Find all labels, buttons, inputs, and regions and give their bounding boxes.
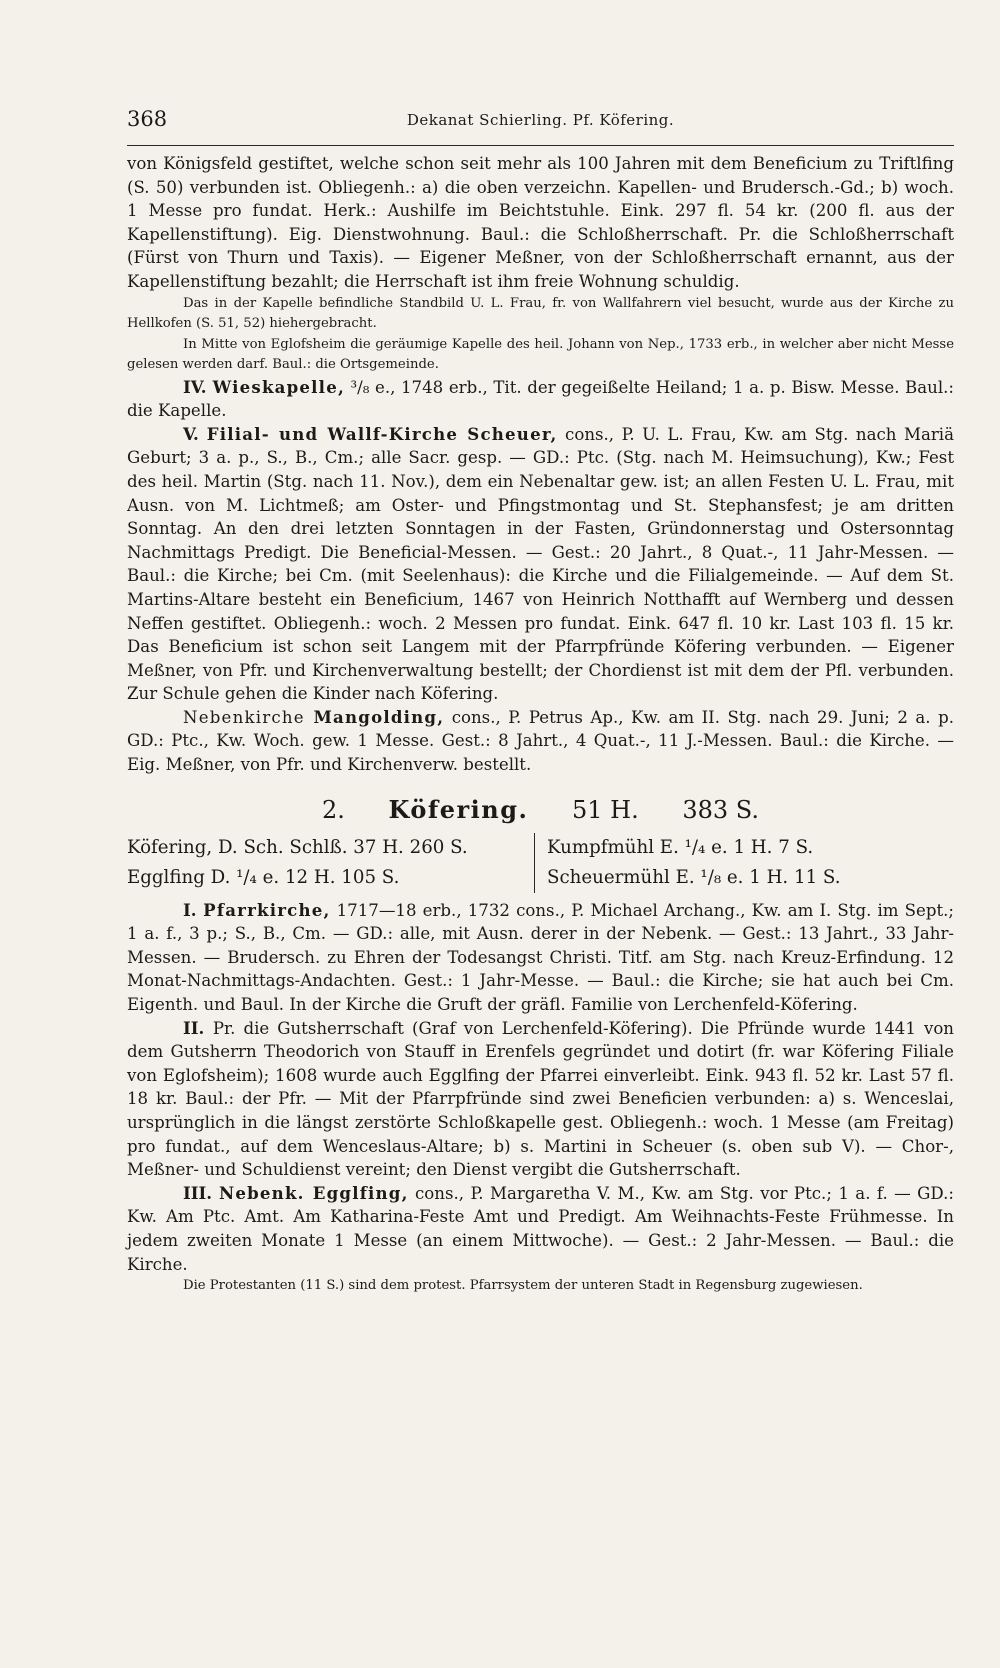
entry-text: ³/₈ e., 1748 erb., Tit. der gegeißelte Heiland; 1 a. p. Bisw. Messe. Baul.: die Kapelle.	[127, 377, 955, 421]
running-head: Dekanat Schierling. Pf. Köfering.	[406, 111, 675, 129]
footnote-paragraph	[127, 335, 954, 376]
section-name: Köfering.	[388, 794, 529, 824]
entry-text: Pr. die Gutsherrschaft (Graf von Lerchenfeld-Köfering). Die Pfründe wurde 1441 von dem Gutsherrn Theodorich von Stauff in Erenfels gegründet und dotirt (fr. war Köfering Filiale von Eglofsheim); 1608 wurde auch Egglfing der Pfarrei einverleibt. Eink. 943 fl. 52 kr. Last 57 fl. 18 kr. Baul.: der Pfr. — Mit der Pfarrpfründe sind zwei Beneficien verbunden: a) s. Wenceslai, ursprünglich in die längst zerstörte Schloßkapelle gest. Obliegenh.: woch. 1 Messe (am Freitag) pro fundat., auf dem Wenceslaus-Altare; b) s. Martini in Scheuer (s. oben sub V). — Chor-, Meßner- und Schuldienst vereint; den Dienst vergibt die Gutsherrschaft.	[127, 1018, 954, 1180]
entry-label: V.	[183, 423, 207, 444]
entry-text: Das in der Kapelle befindliche Standbild U. L. Frau, fr. von Wallfahrern viel besucht, wurde aus der Kirche zu Hellkofen (S. 51, 52) hiehergebracht.	[127, 295, 954, 332]
entry-label: III.	[183, 1182, 219, 1203]
entry-text: 1717—18 erb., 1732 cons., P. Michael Archang., Kw. am I. Stg. im Sept.; 1 a. f., 3 p.; S., B., Cm. — GD.: alle, mit Ausn. derer in der Nebenk. — Gest.: 13 Jahrt., 33 Jahr-Messen. — Brudersch. zu Ehren der Todesangst Christi. Titf. am Stg. nach Kreuz-Erfindung. 12 Monat-Nachmittags-Andachten. Gest.: 1 Jahr-Messe. — Baul.: die Kirche; sie hat auch bei Cm. Eigenth. und Baul. In der Kirche die Gruft der gräfl. Familie von Lerchenfeld-Köfering.	[127, 900, 954, 1015]
entry-text: cons., P. U. L. Frau, Kw. am Stg. nach Mariä Geburt; 3 a. p., S., B., Cm.; alle Sacr. gesp. — GD.: Ptc. (Stg. nach M. Heimsuchung), Kw.; Fest des heil. Martin (Stg. nach 11. Nov.), dem ein Nebenaltar gew. ist; an allen Festen U. L. Frau, mit Ausn. von M. Lichtmeß; am Oster- und Pfingstmontag und St. Stephansfest; je am dritten Sonntag. An den drei letzten Sonntagen in der Fasten, Gründonnerstag und Ostersonntag Nachmittags Predigt. Die Beneficial-Messen. — Gest.: 20 Jahrt., 8 Quat.-, 11 Jahr-Messen. — Baul.: die Kirche; bei Cm. (mit Seelenhaus): die Kirche und die Filialgemeinde. — Auf dem St. Martins-Altare besteht ein Beneficium, 1467 von Heinrich Notthafft auf Wernberg und dessen Neffen gestiftet. Obliegenh.: woch. 2 Messen pro fundat. Eink. 647 fl. 10 kr. Last 103 fl. 15 kr. Das Beneficium ist schon seit Langem mit der Pfarrpfründe Köfering verbunden. — Eigener Meßner, von Pfr. und Kirchenverwaltung bestellt; der Chordienst ist mit dem der Pfl. verbunden. Zur Schule gehen die Kinder nach Köfering.	[127, 424, 954, 704]
header-rule	[127, 145, 954, 146]
text-part-2	[127, 899, 954, 1297]
entry-title: Wieskapelle,	[212, 376, 345, 397]
places-right-column	[535, 833, 954, 893]
text-paragraph	[127, 899, 954, 1017]
footnote-paragraph	[127, 1276, 954, 1297]
section-number: 2.	[322, 795, 345, 824]
page-header	[127, 103, 954, 141]
entry-text: cons., P. Margaretha V. M., Kw. am Stg. vor Ptc.; 1 a. f. — GD.: Kw. Am Ptc. Amt. Am Katharina-Feste Amt und Predigt. Am Weihnachts-Feste Frühmesse. In jedem zweiten Monate 1 Messe (an einem Mittwoche). — Gest.: 2 Jahr-Messen. — Baul.: die Kirche.	[127, 1183, 954, 1274]
entry-text: von Königsfeld gestiftet, welche schon seit mehr als 100 Jahren mit dem Beneficium zu Triftlfing (S. 50) verbunden ist. Obliegenh.: a) die oben verzeichn. Kapellen- und Brudersch.-Gd.; b) woch. 1 Messe pro fundat. Herk.: Aushilfe im Beichtstuhle. Eink. 297 fl. 54 kr. (200 fl. aus der Kapellenstiftung). Eig. Dienstwohnung. Baul.: die Schloßherrschaft. Pr. die Schloßherrschaft (Fürst von Thurn und Taxis). — Eigener Meßner, von der Schloßherrschaft ernannt, aus der Kapellenstiftung bezahlt; die Herrschaft ist ihm freie Wohnung schuldig.	[127, 154, 954, 291]
text-paragraph	[127, 423, 954, 706]
page-number: 368	[127, 107, 168, 131]
section-houses: 51 H.	[571, 795, 639, 824]
text-paragraph	[127, 152, 954, 294]
section-heading	[127, 790, 954, 830]
entry-label: IV.	[183, 376, 213, 397]
place-entry: Kumpfmühl E. ¹/₄ e. 1 H. 7 S.	[547, 836, 814, 858]
place-entry: Köfering, D. Sch. Schlß. 37 H. 260 S.	[127, 836, 468, 858]
entry-title: Nebenk. Egglfing,	[219, 1182, 409, 1203]
text-paragraph	[127, 1017, 954, 1182]
section-souls: 383 S.	[682, 795, 759, 824]
entry-text: Die Protestanten (11 S.) sind dem protest. Pfarrsystem der unteren Stadt in Regensburg zugewiesen.	[183, 1278, 863, 1294]
text-part-1	[127, 152, 954, 777]
entry-title: Mangolding,	[313, 706, 445, 727]
entry-label: II.	[183, 1017, 213, 1038]
text-paragraph	[127, 1182, 954, 1276]
text-paragraph	[127, 706, 954, 777]
footnote-paragraph	[127, 294, 954, 335]
place-entry: Scheuermühl E. ¹/₈ e. 1 H. 11 S.	[547, 866, 841, 888]
entry-label: I.	[183, 899, 204, 920]
page-body	[127, 152, 954, 1297]
entry-label: Nebenkirche	[183, 707, 314, 727]
entry-title: Filial- und Wallf-Kirche Scheuer,	[206, 423, 558, 444]
entry-title: Pfarrkirche,	[203, 899, 331, 920]
text-paragraph	[127, 376, 954, 423]
place-entry: Egglfing D. ¹/₄ e. 12 H. 105 S.	[127, 866, 400, 888]
entry-text: cons., P. Petrus Ap., Kw. am II. Stg. nach 29. Juni; 2 a. p. GD.: Ptc., Kw. Woch. gew. 1 Messe. Gest.: 8 Jahrt., 4 Quat.-, 11 J.-Messen. Baul.: die Kirche. — Eig. Meßner, von Pfr. und Kirchenverw. bestellt.	[127, 707, 954, 775]
entry-text: In Mitte von Eglofsheim die geräumige Kapelle des heil. Johann von Nep., 1733 erb., in welcher aber nicht Messe gelesen werden darf. Baul.: die Ortsgemeinde.	[127, 336, 954, 373]
places-table	[127, 833, 954, 893]
places-left-column	[127, 833, 535, 893]
